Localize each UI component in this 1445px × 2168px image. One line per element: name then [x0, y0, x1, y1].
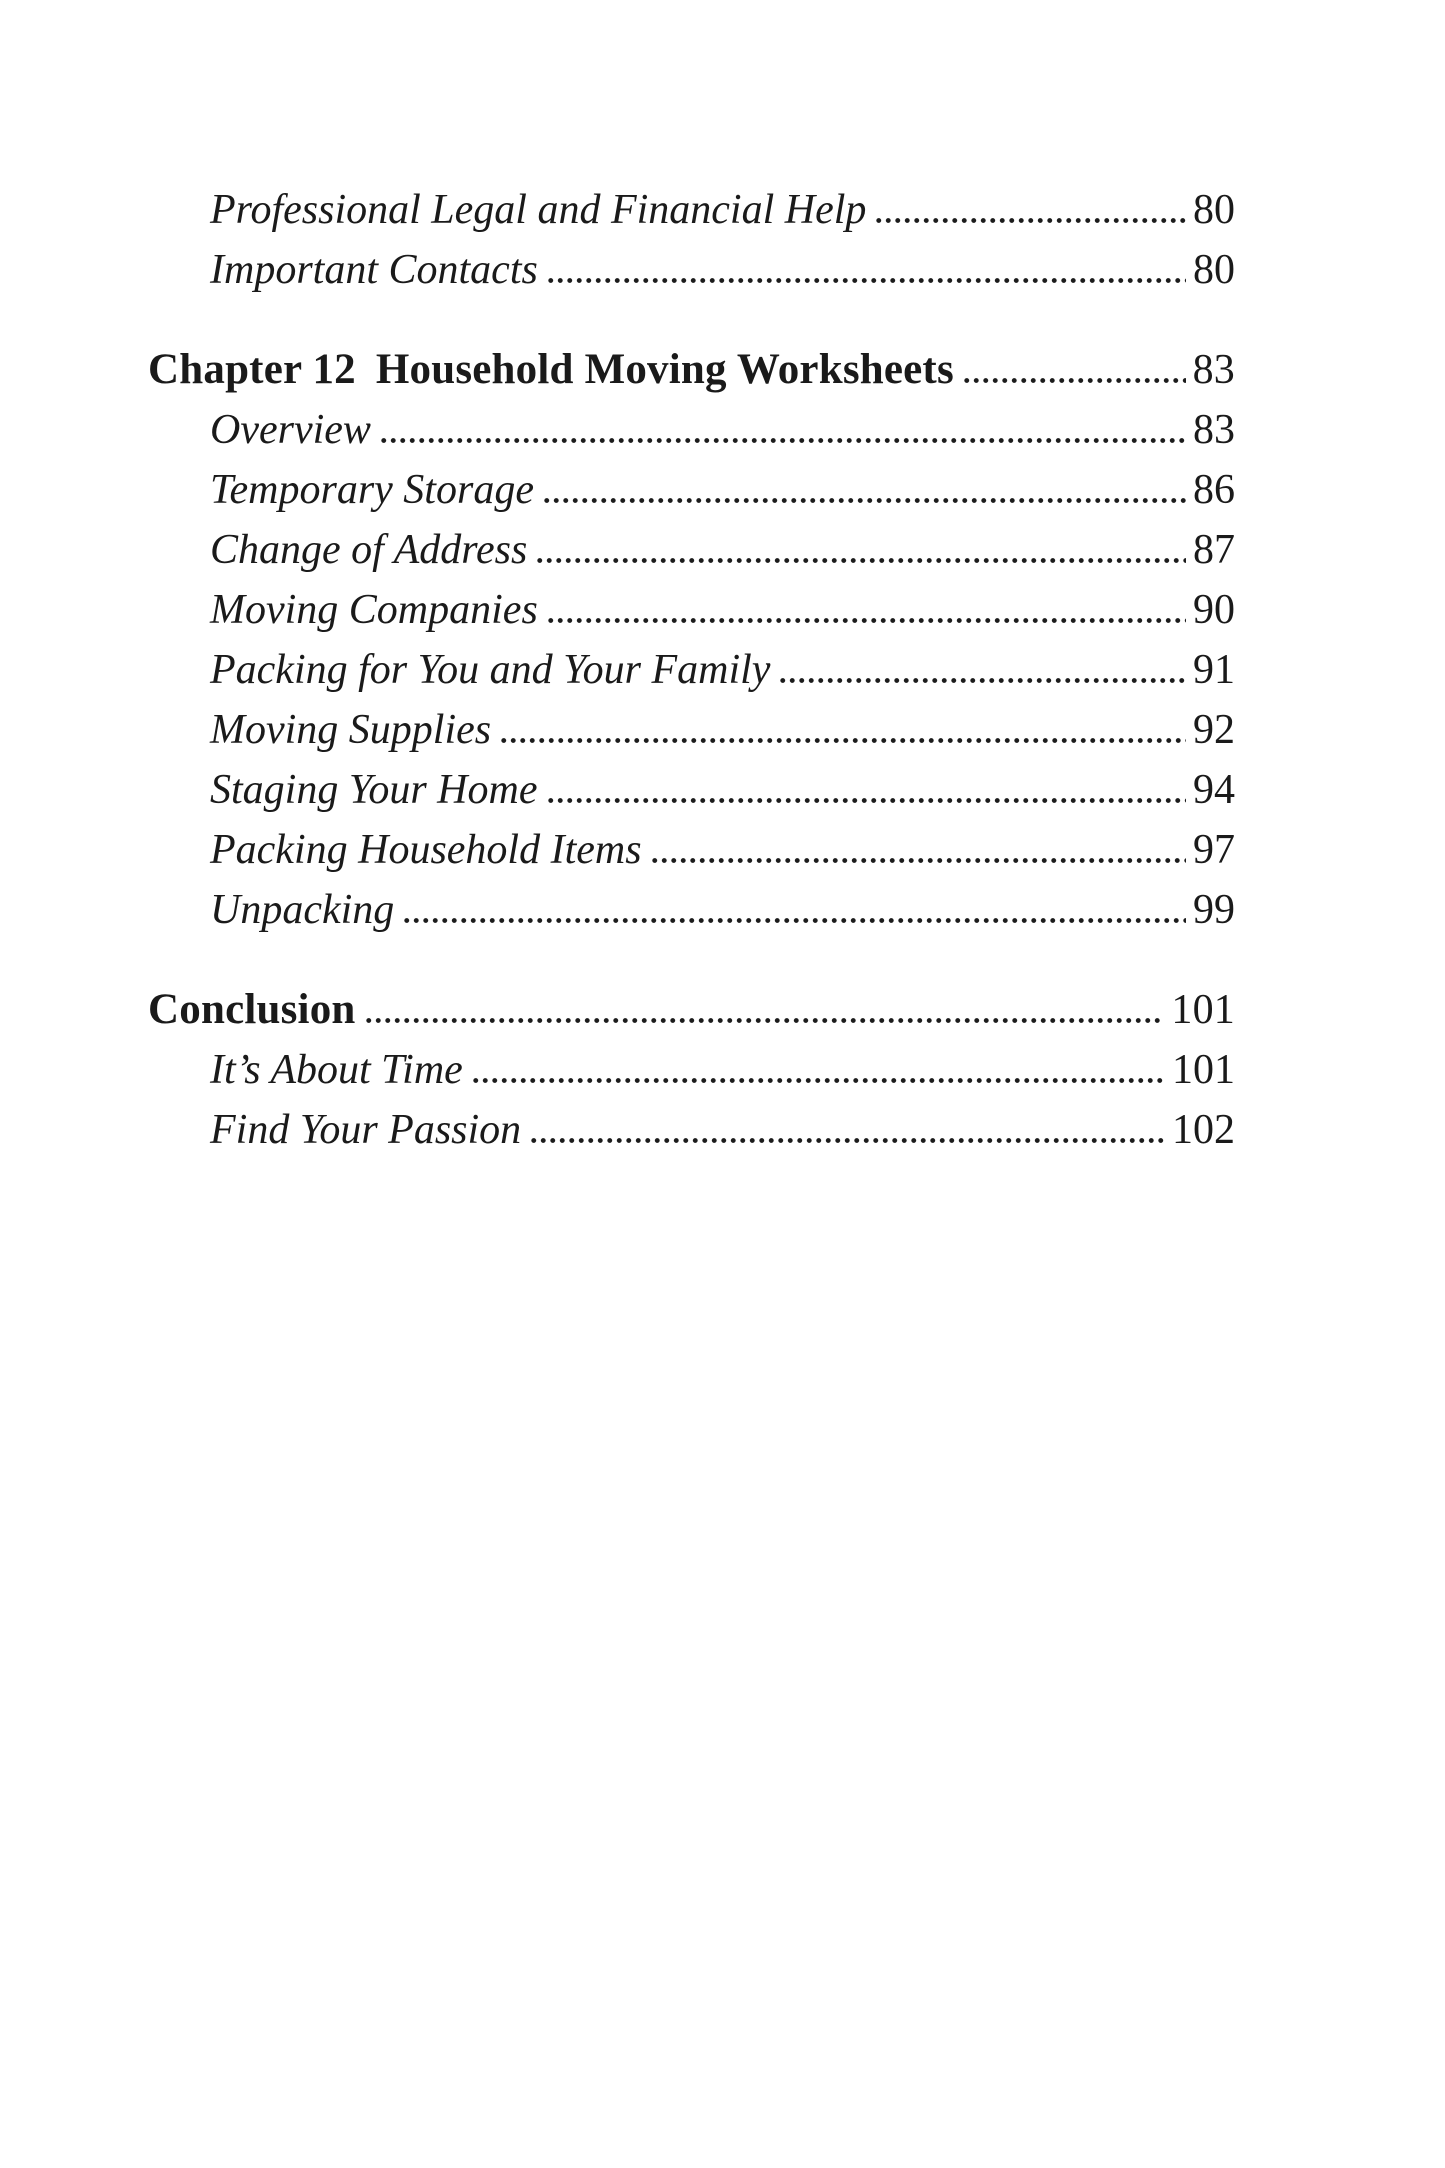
toc-entry-page: 80 [1193, 247, 1235, 293]
toc-entry-page: 86 [1193, 467, 1235, 513]
toc-entry-page: 80 [1193, 187, 1235, 233]
chapter-number-label: Chapter 12 [148, 346, 356, 393]
dot-leader [364, 1018, 1165, 1023]
toc-entry-page: 99 [1193, 887, 1235, 933]
toc-entry-label: Moving Supplies [210, 707, 492, 753]
toc-entry-label: Staging Your Home [210, 767, 538, 813]
dot-leader [542, 498, 1186, 503]
toc-entry [148, 180, 1235, 240]
toc-entry [148, 640, 1235, 700]
toc-entry-label: It’s About Time [210, 1047, 463, 1093]
toc-entry-page: 92 [1193, 707, 1235, 753]
toc-entry [148, 580, 1235, 640]
toc-entry-page: 102 [1172, 1107, 1235, 1153]
dot-leader [546, 278, 1186, 283]
toc-entry-label: Change of Address [210, 527, 528, 573]
toc-entry [148, 700, 1235, 760]
toc-entry-chapter [148, 340, 1235, 400]
toc-entry-label: Packing Household Items [210, 827, 642, 873]
toc-entry-page: 94 [1193, 767, 1235, 813]
dot-leader [529, 1138, 1165, 1143]
dot-leader [874, 218, 1186, 223]
toc-entry-label: Packing for You and Your Family [210, 647, 771, 693]
dot-leader [962, 378, 1186, 383]
dot-leader [379, 438, 1186, 443]
dot-leader [546, 618, 1186, 623]
toc-entry [148, 460, 1235, 520]
toc-entry-page: 83 [1193, 407, 1235, 453]
toc-entry-label: Conclusion [148, 986, 356, 1033]
toc-entry [148, 1040, 1235, 1100]
toc-entry [148, 880, 1235, 940]
toc-entry-label: Overview [210, 407, 371, 453]
dot-leader [471, 1078, 1165, 1083]
toc-entry-label: Temporary Storage [210, 467, 534, 513]
dot-leader [778, 678, 1186, 683]
toc-entry [148, 400, 1235, 460]
toc-entry [148, 760, 1235, 820]
chapter-title-label: Household Moving Worksheets [375, 346, 954, 393]
toc-entry-label [148, 340, 954, 400]
toc-entry [148, 520, 1235, 580]
dot-leader [650, 858, 1186, 863]
dot-leader [499, 738, 1186, 743]
dot-leader [535, 558, 1186, 563]
toc-entry [148, 820, 1235, 880]
toc-entry-label: Important Contacts [210, 247, 538, 293]
toc-entry [148, 240, 1235, 300]
toc-entry-page: 87 [1193, 527, 1235, 573]
toc-entry-label: Unpacking [210, 887, 395, 933]
toc-entry-label: Professional Legal and Financial Help [210, 187, 867, 233]
dot-leader [402, 918, 1186, 923]
toc-entry-chapter [148, 980, 1235, 1040]
toc-entry-label: Find Your Passion [210, 1107, 522, 1153]
toc-entry-label: Moving Companies [210, 587, 538, 633]
toc-entry-page: 101 [1171, 987, 1235, 1033]
dot-leader [546, 798, 1187, 803]
toc-entry-page: 97 [1193, 827, 1235, 873]
toc-entry-page: 90 [1193, 587, 1235, 633]
toc-entry [148, 1100, 1235, 1160]
toc-entry-page: 101 [1172, 1047, 1235, 1093]
table-of-contents [148, 180, 1235, 1160]
toc-entry-page: 91 [1193, 647, 1235, 693]
toc-entry-page: 83 [1192, 347, 1235, 393]
